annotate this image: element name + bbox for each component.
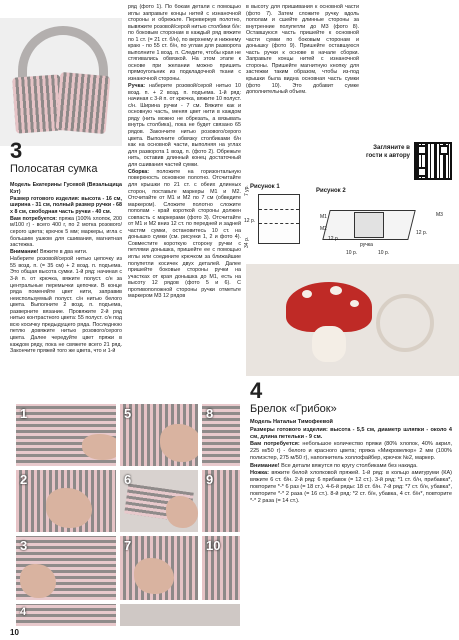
figure-2-m1: М1 <box>320 214 327 220</box>
step-photo-4 <box>16 470 116 532</box>
figure-2-rows-right: 12 р. <box>416 230 428 236</box>
bag-instructions-3: в высоту для пришивания к основной части (фото 7). Затем сложите ручку вдоль пополам и сшейте длинные стороны за внутренние полупетли до М3 (фото 8). Оставшуюся часть пришейте к основной части сумки по боковым сторонам и донышку (фото 9). Пришейте оставшуюся часть ручки к основе в начале сборки. Заправьте концы нитей с изнаночной стороны. Пришейте магнитную кнопку для застежки таким образом, чтобы из-под крышки была видна основная часть сумки (фото 10). Это добавит сумке дополнительный объем. <box>246 4 359 96</box>
step-photo-11 <box>120 604 240 626</box>
handle-label: Ручка: <box>128 83 146 90</box>
figure-2-m3: М3 <box>436 212 443 218</box>
bag-title: Полосатая сумка <box>10 163 98 175</box>
step-number-5: 5 <box>124 406 132 421</box>
figure-1-label: Рисунок 1 <box>250 184 280 190</box>
page-number: 10 <box>10 628 19 637</box>
step-photo-10 <box>16 604 116 626</box>
step-number-8: 8 <box>206 406 214 421</box>
bag-materials: пряжа (100% хлопок, 200 м/100 г) - всего 400 г, по 2 мотка розового/серого цвета; крючок 5 мм; маркеры, игла с большим ушком для сшивания, магнитная застежка. <box>10 215 122 249</box>
mushroom-author: Модель Натальи Тимофеевой <box>250 419 333 425</box>
mushroom-column <box>250 419 452 631</box>
figure-2-label: Рисунок 2 <box>316 188 346 194</box>
handle-text: наберите розовой/серой нитью 10 возд. п. + 2 возд. п. подъема. 1-й ряд: начиная с 3-й п. от крючка, вяжите 10 полуст. с/н. Ширина ручки - 7 см. Вяжите как и основную часть, меняя цвет нити в каждом ряду (нить можно не обрезать, а вязывать внутрь столбика), пока не будет связано 65 рядов. Закончите нитью розового/серого цвета. Выполните обвязку столбиками б/н как на основной части, выполняя на углах для разворота 1 возд. п. (фото 2). Обрежьте нить, оставив длинный конец достаточный для сшивания частей сумки. <box>128 83 241 168</box>
mushroom-materials-label: Вам потребуется: <box>250 441 300 448</box>
step-number-9: 9 <box>206 472 214 487</box>
mushroom-warning-label: Внимание! <box>250 462 280 469</box>
figure-2-rows-left: 12 р. <box>328 236 340 242</box>
figure-2-m2: М2 <box>320 226 327 232</box>
figure-2-bottom-b: 10 р. <box>378 250 390 256</box>
mushroom-materials: небольшое количество пряжи (80% хлопок, 40% акрил, 225 м/50 г) - белого и красного цвета; пряжа «Микровелюр» 2 мм (100% полиэстер, 275 м/50 г), наполнитель холлофайбер, крючок №2, маркер. <box>250 441 452 461</box>
step-number-3: 3 <box>20 538 28 553</box>
step-photo-7 <box>16 536 116 600</box>
figure-1-dim-total: 34 р. <box>244 236 250 248</box>
qr-caption: Загляните в гости к автору <box>365 144 410 159</box>
bag-middle-column <box>128 4 241 393</box>
step-number-1: 1 <box>20 406 28 421</box>
project-number-3: 3 <box>10 138 23 163</box>
figure-2-handle: ручка <box>360 242 373 248</box>
bag-intro-column <box>10 182 122 394</box>
step-number-2: 2 <box>20 472 28 487</box>
mushroom-warning: Все детали вяжутся по кругу столбиками без накида. <box>279 462 418 469</box>
figure-1 <box>258 194 300 244</box>
mushroom-photo <box>246 264 459 376</box>
project-number-4: 4 <box>250 378 263 403</box>
assembly-text: положите на горизонтальную поверхность основное полотно. Отсчитайте для крышки по 21 ст. с обеих длинных сторон, поставьте маркеры М1 и М2. Отсчитайте от М1 и М2 по 7 см (обведите маркером). Сложите полотно сложите пополам - край короткой стороны должен совпасть с маркерами (фото 3). Отсчитайте от М1 и М2 вниз 12 ст. по передней и задней частям сумки, остановитесь 10 ст. на донышко сумки (см. рисунки 1, 2 и фото 4). Совместите короткую сторону ручки с петлями донышка, пришейте ее с помощью иглы или соедините крючком за ближайшие полупетли косичек двух деталей. Далее пришейте боковые стороны ручки на участках от края донышка до М1, есть на высоту 12 рядов (фото 5 и 6). С противоположной стороны ручки отметьте маркером М3 12 рядов <box>128 168 241 300</box>
bag-warning-label: Внимание! <box>10 249 39 256</box>
assembly-label: Сборка: <box>128 168 150 175</box>
bag-photo <box>0 18 122 146</box>
bag-instructions-1: Наберите розовой/серой нитью цепочку из 55 возд. п. (= 35 см) + 2 возд. п. подъема. Это общая высота сумки. 1-й ряд: начиная с 3-й п. от крючка, вяжите полуст. с/н за центральные перемычки цепочки. В конце ряда поменяйте цвет нити, заправив неиспользуемый полуст. с/н нитью белого цвета. Выполните 2 возд. п. подъема, разверните вязание. Провяжите 2-й ряд нитью контрастного цвета: 55 полуст. с/н под всю косичку предыдущего ряда. Последнюю петлю довяжите нитью розового/серого цвета. Далее чередуйте цвет пряжи в каждом ряду, пока не свяжете всего 21 ряд. Закончите пряжей того же цвета, что и 1-й <box>10 256 122 355</box>
step-photo-5 <box>120 470 198 532</box>
step-number-6: 6 <box>124 472 132 487</box>
step-number-10: 10 <box>206 538 221 553</box>
bag-materials-label: Вам потребуется: <box>10 215 58 222</box>
mushroom-title: Брелок «Грибок» <box>250 403 337 415</box>
leg-label: Ножка: <box>250 470 269 477</box>
step-photo-9 <box>202 536 240 600</box>
leg-text: вяжите белой хлопковой пряжей. 1-й ряд: в кольцо амигуруми (КА) вяжите 6 ст. б/н. 2-й ряд: 6 прибавок (= 12 ст.). 3-й ряд: *1 ст. б/н, прибавка*, повторите *-* 6 раз (= 18 ст.). 4-6-й ряды: 18 ст. б/н. 7-й ряд: *7 ст. б/н, убавка*, повторите *-* 2 раза (= 16 ст.). 8-й ряд: *2 ст. б/н, убавка, 4 ст. б/н*, повторите *-* 2 раза (= 14 ст.). <box>250 470 452 504</box>
step-photo-2 <box>120 404 198 466</box>
step-number-7: 7 <box>124 538 132 553</box>
step-number-4: 4 <box>20 606 27 618</box>
step-photo-8 <box>120 536 198 600</box>
bag-size: Размер готового изделия: высота - 16 см, ширина - 31 см, полный размер ручки - 68 х 8 см, свободная часть ручки - 40 см. <box>10 195 122 215</box>
bag-instructions-2: ряд (фото 1). По бокам детали с помощью иглы заправьте концы нитей с изнаночной стороны и обрежьте. Перевернув полотно, вывяжите розовой/серой нитью столбики б/н: по боковым сторонам в каждый ряд вяжите по 1 ст. (= 21 ст. б/н), по верхнему и нижнему краю - по 55 ст. б/н, по углам для разворота выполните 1 возд. п. Следите, чтобы края не стягивались обвязкой. На этом этапе к основе при желании можно пришить прямоугольник из подкладочной ткани с изнаночной стороны. <box>128 4 241 83</box>
figure-2-bottom-a: 10 р. <box>346 250 358 256</box>
figure-1-dim-mid: 12 р. <box>244 218 256 224</box>
qr-code[interactable] <box>414 142 452 180</box>
figure-1-dim-top: 7 ур. <box>244 185 250 196</box>
step-photo-6 <box>202 470 240 532</box>
step-photo-3 <box>202 404 240 466</box>
bag-warning: Вяжите в два нити. <box>38 249 88 256</box>
mushroom-size: Размеры готового изделия: высота - 5,5 см, диаметр шляпки - около 4 см, длина петельки - 9 см. <box>250 426 452 440</box>
bag-author: Модель Екатерины Гусевой (Вязальщица Кэт) <box>10 182 122 195</box>
bag-right-column <box>246 4 359 136</box>
step-photo-1 <box>16 404 116 466</box>
